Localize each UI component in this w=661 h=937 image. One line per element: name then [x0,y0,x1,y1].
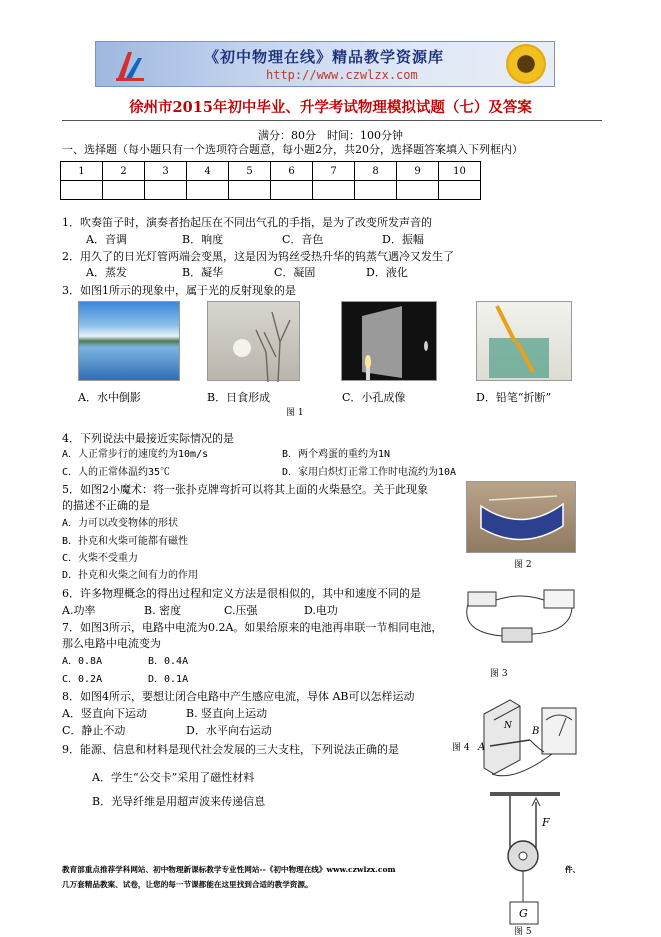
question-3: 3．如图1所示的现象中，属于光的反射现象的是 [62,284,296,297]
answer-col-header: 4 [187,162,229,181]
answer-col-header: 5 [229,162,271,181]
option: C．凝固 [274,266,316,279]
option: D．扑克和火柴之间有力的作用 [62,570,199,581]
option: D．液化 [366,266,408,279]
answer-cell[interactable] [229,181,271,200]
option: A．0.8A [62,656,103,667]
answer-cell[interactable] [355,181,397,200]
label-b: B [532,726,540,737]
option: A．竖直向下运动 [62,707,147,720]
option: A．力可以改变物体的形状 [62,518,179,529]
answer-cell[interactable] [439,181,481,200]
option: A．音调 [86,233,127,246]
option: C．静止不动 [62,724,126,737]
option: A．人正常步行的速度约为10m/s [62,449,209,460]
section-heading: 一、选择题（每小题只有一个选项符合题意，每小题2分，共20分，选择题答案填入下列框内） [62,143,523,156]
option: A．水中倒影 [78,391,141,404]
option: C．音色 [282,233,324,246]
question-2: 2．用久了的日光灯管两端会变黑，这是因为钨丝受热升华的钨蒸气遇冷又发生了 [62,250,454,263]
option: D．振幅 [382,233,424,246]
option: D．0.1A [148,674,189,685]
figure-3-caption: 图 3 [490,669,508,679]
footer-line-1-tail: 件、 [565,865,581,874]
answer-cell[interactable] [271,181,313,200]
question-8: 8．如图4所示，要想让闭合电路中产生感应电流，导体 AB可以怎样运动 [62,690,415,703]
figure-1-caption: 图 1 [286,408,304,418]
option: D．铅笔“折断” [476,391,552,404]
option: C.压强 [224,604,258,617]
question-5: 5．如图2小魔术：将一张扑克牌弯折可以将其上面的火柴悬空。关于此现象 [62,483,428,496]
option: A．蒸发 [86,266,127,279]
question-1: 1．吹奏笛子时，演奏者抬起压在不同出气孔的手指，是为了改变所发声音的 [62,216,432,229]
option: B．日食形成 [207,391,271,404]
water-reflection-image [78,301,180,381]
banner-url[interactable]: http://www.czwlzx.com [266,68,418,82]
pulley-diagram [488,790,562,936]
option: D．水平向右运动 [186,724,272,737]
option: B．光导纤维是用超声波来传递信息 [92,795,266,808]
magnet-diagram [474,690,582,782]
option: A．学生“公交卡”采用了磁性材料 [92,771,255,784]
banner-text: 《初中物理在线》精品教学资源库 [204,48,445,66]
answer-col-header: 9 [397,162,439,181]
answer-cell[interactable] [61,181,103,200]
solar-eclipse-image [207,301,300,381]
option: C．人的正常体温约35℃ [62,467,171,478]
option: B. 竖直向上运动 [186,707,268,720]
option: A.功率 [62,604,96,617]
exam-info: 满分：80分 时间：100分钟 [258,129,403,142]
circuit-diagram [458,582,586,656]
question-4: 4．下列说法中最接近实际情况的是 [62,432,234,445]
answer-table [60,161,481,200]
answer-cell[interactable] [187,181,229,200]
figure-4-caption: 图 4 [452,743,470,753]
header-banner [95,41,555,87]
pinhole-image [341,301,437,381]
sunflower-icon [506,44,546,84]
answer-col-header: 8 [355,162,397,181]
option: B．凝华 [182,266,224,279]
answer-cell[interactable] [397,181,439,200]
answer-cell[interactable] [145,181,187,200]
option: D.电功 [304,604,338,617]
figure-2-caption: 图 2 [514,560,532,570]
answer-col-header: 7 [313,162,355,181]
footer-line-2: 几万套精品教案、试卷，让您的每一节课都能在这里找到合适的教学资源。 [62,880,313,889]
option: C．小孔成像 [342,391,406,404]
card-magic-image [466,481,576,553]
option: B．扑克和火柴可能都有磁性 [62,536,189,547]
option: B．两个鸡蛋的重约为1N [282,449,391,460]
answer-col-header: 10 [439,162,481,181]
label-a: A [478,742,486,753]
label-n: N [504,721,512,731]
question-9: 9．能源、信息和材料是现代社会发展的三大支柱，下列说法正确的是 [62,743,399,756]
title-divider [62,120,602,121]
option: B. 密度 [144,604,182,617]
footer-line-1: 教育部重点推荐学科网站、初中物理新课标教学专业性网站--《初中物理在线》www.czwlzx.com [62,865,396,874]
answer-col-header: 1 [61,162,103,181]
question-5-cont: 的描述不正确的是 [62,499,150,512]
option: C．0.2A [62,674,103,685]
answer-col-header: 2 [103,162,145,181]
label-g: G [519,907,528,920]
option: C．火柴不受重力 [62,553,139,564]
label-f: F [542,816,550,829]
question-7-cont: 那么电路中电流变为 [62,637,161,650]
page-title: 徐州市2015年初中毕业、升学考试物理模拟试题（七）及答案 [129,99,532,116]
figure-5-caption: 图 5 [514,927,532,937]
site-logo-icon [114,48,146,82]
option: B．响度 [182,233,224,246]
option: D．家用白炽灯正常工作时电流约为10A [282,467,457,478]
question-6: 6．许多物理概念的得出过程和定义方法是很相似的，其中和速度不同的是 [62,587,421,600]
option: B．0.4A [148,656,189,667]
answer-col-header: 3 [145,162,187,181]
bent-pencil-image [476,301,572,381]
question-7: 7．如图3所示，电路中电流为0.2A。如果给原来的电池再串联一节相同电池， [62,621,443,634]
answer-cell[interactable] [313,181,355,200]
answer-cell[interactable] [103,181,145,200]
answer-col-header: 6 [271,162,313,181]
